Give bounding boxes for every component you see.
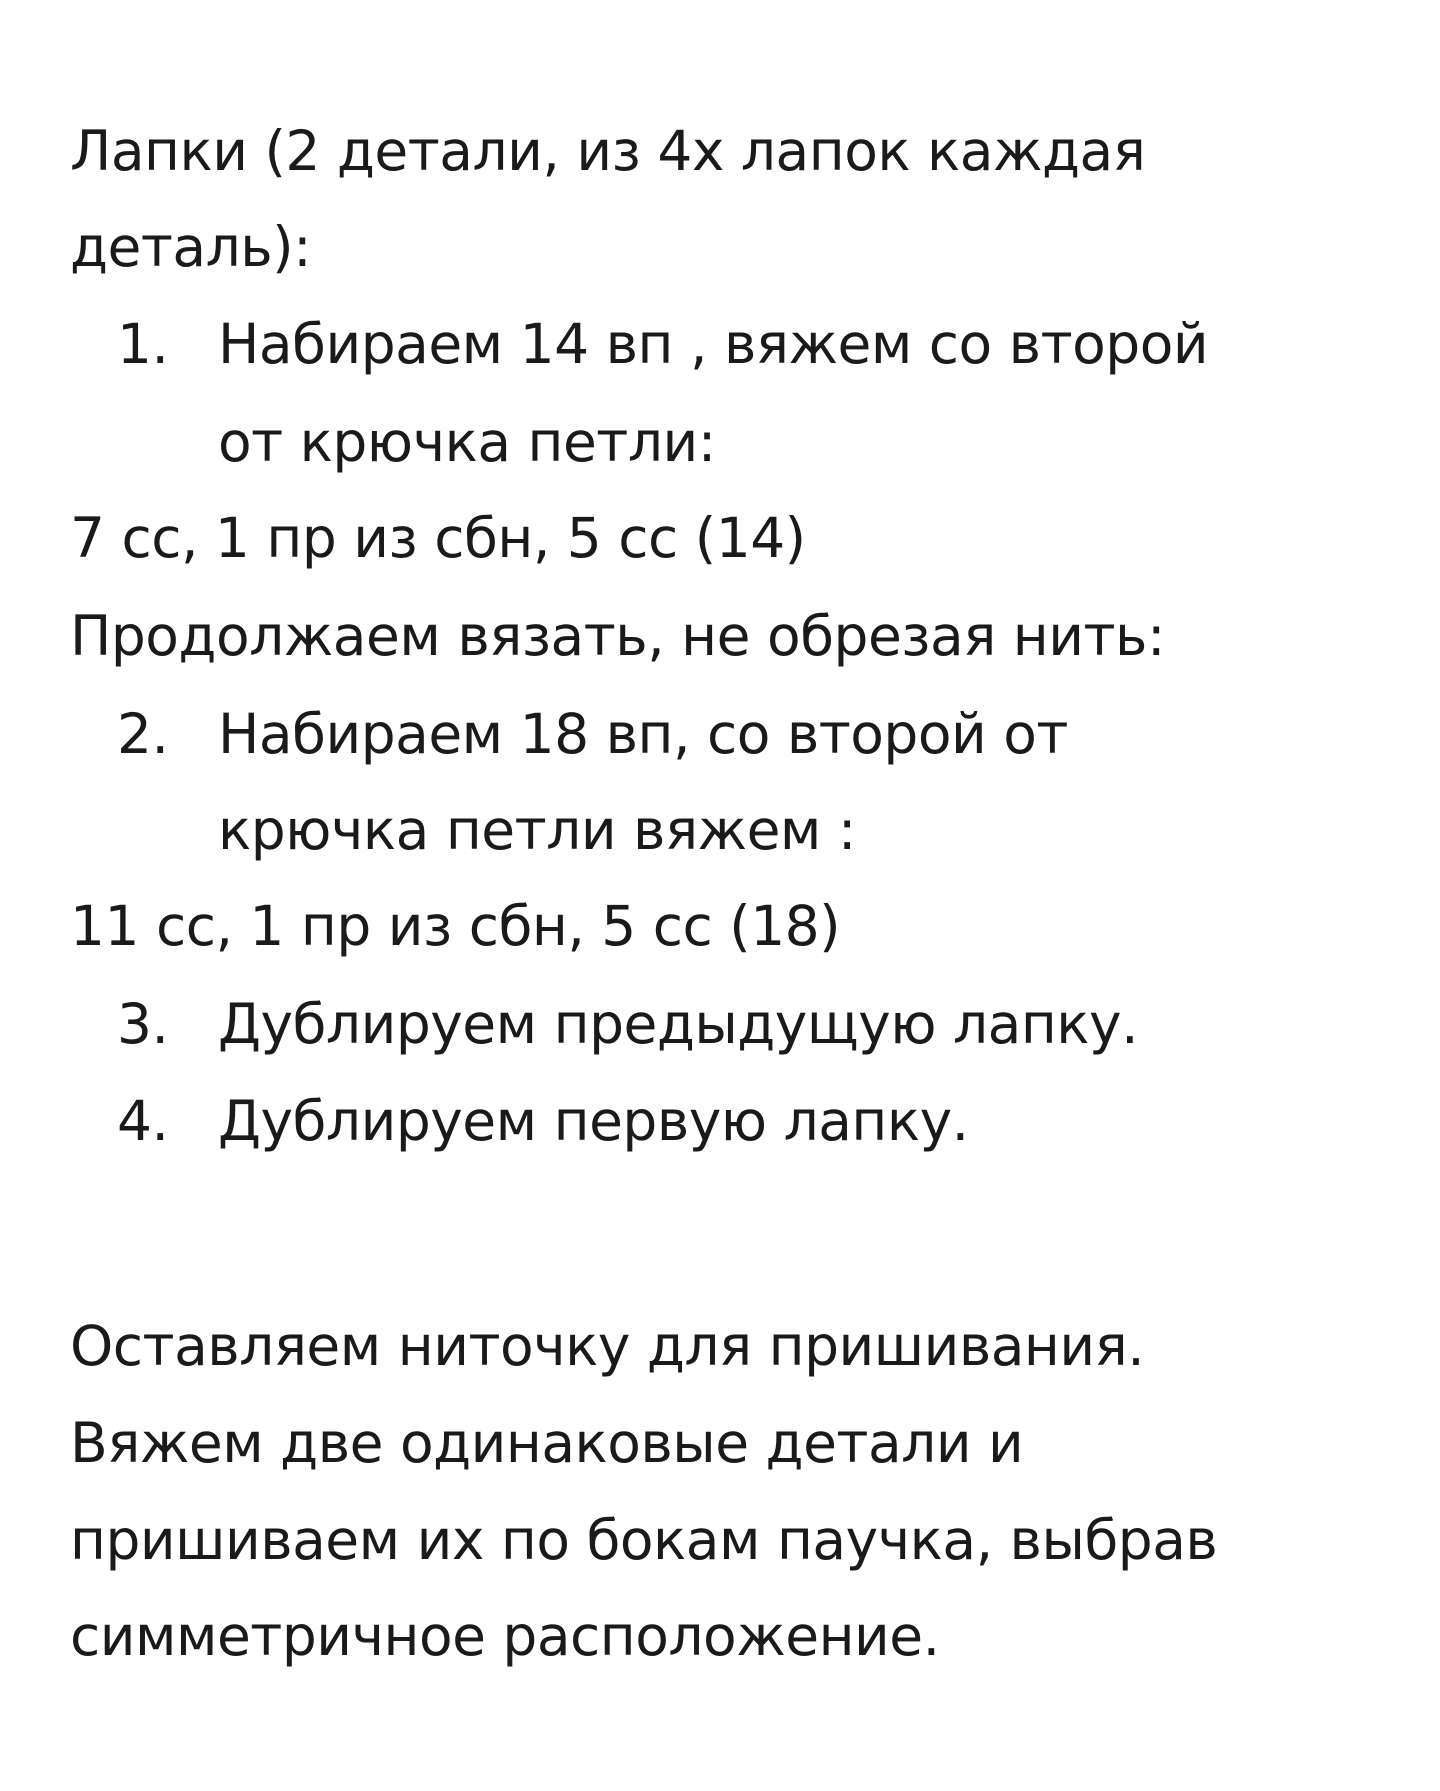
continue-note: Продолжаем вязать, не обрезая нить: (70, 604, 1165, 668)
finish-line-2: Вяжем две одинаковые детали и (70, 1411, 1024, 1475)
step-2-text-line-2: крючка петли вяжем : (218, 798, 856, 862)
step-4-number: 4. (117, 1089, 169, 1153)
step-1-text-line-2: от крючка петли: (218, 410, 716, 474)
intro-line-2: деталь): (70, 215, 312, 279)
intro-line-1: Лапки (2 детали, из 4х лапок каждая (70, 119, 1146, 183)
step-2-text-line-1: Набираем 18 вп, со второй от (218, 702, 1068, 766)
step-1-text-line-1: Набираем 14 вп , вяжем со второй (218, 312, 1209, 376)
step-2-number: 2. (117, 702, 169, 766)
finish-line-3: пришиваем их по бокам паучка, выбрав (70, 1508, 1218, 1572)
finish-line-1: Оставляем ниточку для пришивания. (70, 1314, 1145, 1378)
step-3-number: 3. (117, 992, 169, 1056)
step-3-text: Дублируем предыдущую лапку. (218, 992, 1139, 1056)
row-2-pattern: 11 сс, 1 пр из сбн, 5 сс (18) (70, 894, 841, 958)
step-1-number: 1. (117, 312, 169, 376)
finish-line-4: симметричное расположение. (70, 1604, 940, 1668)
row-1-pattern: 7 сс, 1 пр из сбн, 5 сс (14) (70, 506, 806, 570)
step-4-text: Дублируем первую лапку. (218, 1089, 969, 1153)
